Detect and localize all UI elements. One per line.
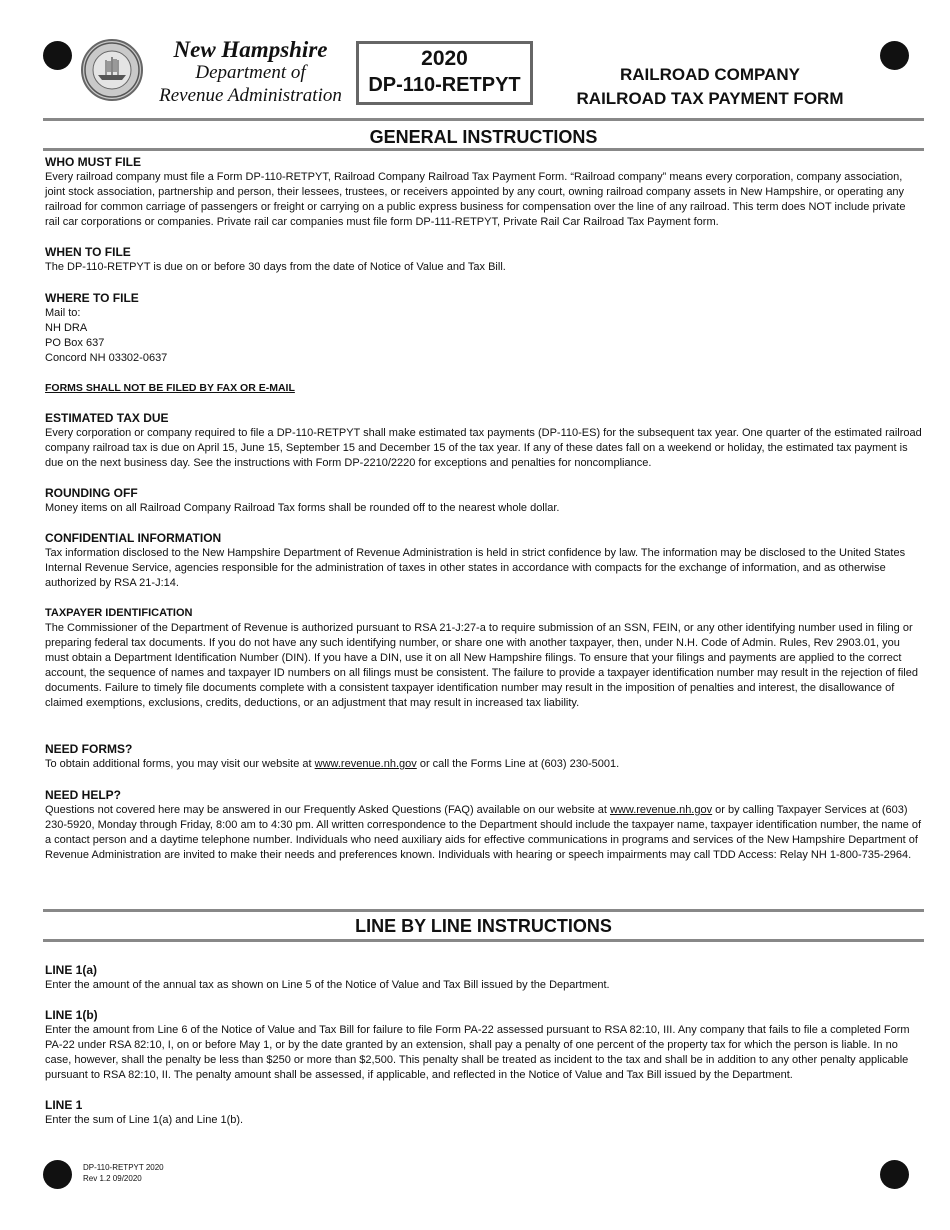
form-number: DP-110-RETPYT [368, 74, 521, 96]
address-line: Mail to: [45, 307, 81, 319]
form-title [555, 63, 865, 111]
line-1-heading: LINE 1 [45, 1098, 83, 1112]
who-must-file-heading: WHO MUST FILE [45, 155, 141, 169]
divider [43, 118, 924, 121]
website-link[interactable]: www.revenue.nh.gov [314, 758, 417, 770]
line-1b-heading: LINE 1(b) [45, 1008, 98, 1022]
estimated-tax-text: Every corporation or company required to file a DP-110-RETPYT shall make estimated tax payments (DP-110-ES) for the subsequent tax year. One quarter of the estimated railroad company railroad tax is due on April 15, June 15, September 15 and December 15 of the tax year. If any of these dates fall on a weekend or holiday, the estimated tax payment is due on the next business day. See the instructions with Form DP-2210/2220 for exceptions and penalties for noncompliance. [45, 427, 922, 469]
state-seal-icon [81, 39, 143, 101]
website-link[interactable]: www.revenue.nh.gov [609, 804, 713, 816]
registration-mark-bottom-right [880, 1160, 909, 1189]
form-id-box [356, 41, 533, 105]
need-forms-text-end: or call the Forms Line at (603) 230-5001. [416, 758, 620, 770]
registration-mark-top-right [880, 41, 909, 70]
where-to-file-heading: WHERE TO FILE [45, 291, 139, 305]
line-by-line-heading: LINE BY LINE INSTRUCTIONS [355, 916, 612, 936]
estimated-tax-heading: ESTIMATED TAX DUE [45, 411, 169, 425]
general-instructions-heading: GENERAL INSTRUCTIONS [369, 127, 598, 147]
agency-dept-line2: Revenue Administration [159, 85, 342, 106]
agency-dept-line1: Department of [195, 62, 306, 83]
divider [43, 909, 924, 912]
confidential-text: Tax information disclosed to the New Hampshire Department of Revenue Administration is held in strict confidence by law. The information may be disclosed to the United States Internal Revenue Service, agencies responsible for the administration of taxes in other states in accordance with compacts for the exchange of information, and as otherwise authorized by RSA 21-J:14. [45, 547, 906, 589]
taxpayer-id-text: The Commissioner of the Department of Revenue is authorized pursuant to RSA 21-J:27-a to require submission of an SSN, FEIN, or any other identifying number used in filing or preparing federal tax documents. If you do not have any such identifying number, or share one with another taxpayer, then, under N.H. Code of Admin. Rules, Rev 2903.01, you must obtain a Department Identification Number (DIN). If you have a DIN, use it on all New Hampshire filings. To ensure that your filings and payments are applied to the correct account, the sequence of names and taxpayer ID numbers on all filings must be consistent. The failure to provide a taxpayer identification number may result in the rejection of filed documents. Failure to timely file documents complete with a consistent taxpayer identification number may result in the imposition of penalties and interest, the disallowance of claimed exemptions, exclusions, credits, deductions, or an adjustment that may result in increased tax liability. [45, 622, 918, 709]
when-to-file-text: The DP-110-RETPYT is due on or before 30 days from the date of Notice of Value and Tax Bill. [45, 261, 506, 273]
need-help-text-start: Questions not covered here may be answered in our Frequently Asked Questions (FAQ) available on our website at [45, 804, 610, 816]
general-instructions [45, 154, 923, 863]
form-year: 2020 [421, 47, 468, 70]
need-forms-text-start: To obtain additional forms, you may visit our website at [45, 758, 315, 770]
need-help-text-end: or by calling Taxpayer Services at (603) 230-5920, Monday through Friday, 8:00 am to 4:30 pm. All written correspondence to the Department should include the taxpayer name, taxpayer identification number, the name of a contact person and a daytime telephone number. Individuals who need auxiliary aids for effective communications in programs and services of the New Hampshire Department of Revenue Administration are invited to make their needs and preferences known. Individuals with hearing or speech impairments may call TDD Access: Relay NH 1-800-735-2964. [45, 804, 922, 861]
who-must-file-text: Every railroad company must file a Form DP-110-RETPYT, Railroad Company Railroad Tax Payment Form. “Railroad company” means every corporation, company association, joint stock association, partnership and person, their lessees, trustees, or receivers appointed by any court, owning railroad company assets in New Hampshire, or operating any railroad for common carriage of passengers or freight or carrying on a public express business for compensation over the line of any railroad. This term does NOT include private rail car corporations or companies. Private rail car companies must file form DP-111-RETPYT, Private Rail Car Railroad Tax Payment form. [45, 171, 906, 228]
page-footer [83, 1162, 164, 1184]
when-to-file-heading: WHEN TO FILE [45, 245, 131, 259]
need-forms-text [45, 757, 923, 772]
footer-revision: Rev 1.2 09/2020 [83, 1174, 142, 1183]
registration-mark-top-left [43, 41, 72, 70]
form-title-line2: RAILROAD TAX PAYMENT FORM [576, 89, 844, 108]
line-1a-text: Enter the amount of the annual tax as shown on Line 5 of the Notice of Value and Tax Bill issued by the Department. [45, 979, 610, 991]
line-by-line-instructions [45, 962, 923, 1128]
taxpayer-id-heading: TAXPAYER IDENTIFICATION [45, 607, 193, 619]
line-1-text: Enter the sum of Line 1(a) and Line 1(b). [45, 1114, 244, 1126]
no-fax-notice: FORMS SHALL NOT BE FILED BY FAX OR E-MAIL [45, 382, 295, 394]
address-line: PO Box 637 [45, 337, 105, 349]
confidential-heading: CONFIDENTIAL INFORMATION [45, 531, 222, 545]
registration-mark-bottom-left [43, 1160, 72, 1189]
need-help-text [45, 803, 923, 863]
need-forms-heading: NEED FORMS? [45, 742, 133, 756]
footer-form-id: DP-110-RETPYT 2020 [83, 1163, 164, 1172]
divider [43, 148, 924, 151]
divider [43, 939, 924, 942]
line-1a-heading: LINE 1(a) [45, 963, 98, 977]
need-help-heading: NEED HELP? [45, 788, 122, 802]
agency-state: New Hampshire [173, 37, 328, 62]
rounding-off-text: Money items on all Railroad Company Railroad Tax forms shall be rounded off to the nearest whole dollar. [45, 502, 560, 514]
line-1b-text: Enter the amount from Line 6 of the Notice of Value and Tax Bill for failure to file Form PA-22 assessed pursuant to RSA 82:10, III. Any company that fails to file a completed Form PA-22 under RSA 82:10, I, on or before May 1, or by the date granted by an extension, shall pay a penalty of one percent of the property tax for which the person is liable. In no case, however, shall the penalty be less than $250 or more than $2,500. This penalty shall be treated as incident to the tax and shall be in addition to any other penalty applicable pursuant to RSA 82:10, II. The penalty amount shall be assessed, if applicable, and reflected in the Notice of Value and Tax Bill issued by the Department. [45, 1024, 910, 1081]
agency-name [148, 38, 353, 107]
rounding-off-heading: ROUNDING OFF [45, 486, 138, 500]
form-title-line1: RAILROAD COMPANY [619, 65, 801, 84]
mailing-address [45, 306, 923, 366]
address-line: Concord NH 03302-0637 [45, 352, 168, 364]
address-line: NH DRA [45, 322, 88, 334]
